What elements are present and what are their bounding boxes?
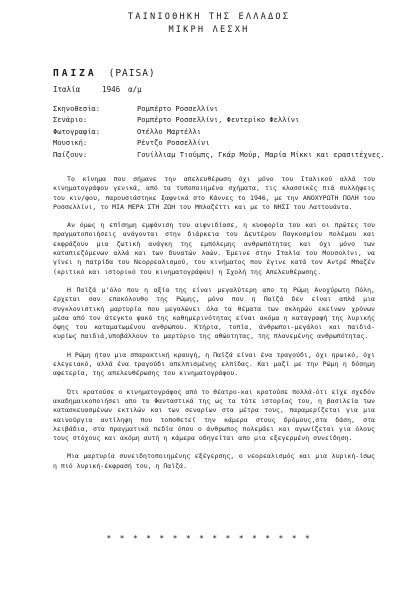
- film-format: α/μ: [128, 85, 142, 94]
- credit-value: Ρομπέρτο Ροσσελλίνι, Φεντερίκο Φελλίνι: [137, 115, 300, 125]
- credit-value: Γουίλλιαμ Τιούμπς, Γκάρ Μούρ, Μαρία Μίκκι και ερασιτέχνες.: [137, 149, 385, 159]
- credit-value: Οτέλλο Μαρτέλλι: [137, 126, 202, 136]
- paragraph: Αν όμως η επίσημη εμφάνιση του αιφνιδίασε, η κυοφορία του και οι πρώτες του πραγματοποιήσεις ανάγονται στην διάρκεια του Δευτέρου Παγκοσμίου πολέμου και εκφράζουν μια ζωτική ανάγκη της εμπόλεμης ανθρωπότητας και όχι μόνο των καταπιεζόμενων αλλά και των δυνατών λαών. Έμεινε στην Ιταλία του Μουσολίνι, να γίνει η πατρίδα του Νεορρεαλισμού, του κινήματος που έγινε κατά τον Αντρέ Μπαζέν (κριτικό και ιστορικό του κινηματογράφου) η Σχολή της Απελευθέρωσης.: [53, 221, 375, 276]
- film-country: Ιταλία: [53, 85, 81, 94]
- credit-label: Φωτογραφία:: [53, 126, 100, 136]
- club-name: ΜΙΚΡΗ ΛΕΣΧΗ: [168, 25, 250, 35]
- credits-list: [53, 103, 385, 160]
- paragraph: Ότι κρατούσε ο κινηματογράφος από το θέατρο-και κρατούσε πολλά-ότι είχε σχεδόν ακαδημαικοποιήσει απο τα Φανταστικά της ως τα τότε ιστορίας του, η βασιλεία των κατασκευασμένων εκτιλών και των σεναρίων στα μέτρα τους, παραμερίζεται για μια καινούργια αντίληψη που τοποθετεί την κάμερα στους δρόμους,στα δάση, στα λειβάδια, στα πραγματικά πεδία όπου ο άνθρωπος πολεμάει και αγωνίζεται για όλους τους στόχους και ακόμη αυτή η κάμερα οδηγείται απο μια εξεγερμένη συνείδηση.: [53, 387, 375, 443]
- film-title: ΠΑΙΖΑ: [53, 68, 97, 79]
- credit-value: Ρομπέρτο Ροσσελλίνι: [137, 104, 219, 113]
- institution-name: ΤΑΙΝΙΟΘΗΚΗ ΤΗΣ ΕΛΛΑΔΟΣ: [127, 12, 291, 22]
- credit-row: [53, 149, 385, 160]
- footer-stars-divider: * * * * * * * * * * * * * * * *: [106, 534, 312, 543]
- credit-label: Σενάριο:: [53, 115, 88, 125]
- credit-value: Ρέντζο Ροσσελλίνι: [137, 138, 210, 148]
- credit-row: [53, 126, 385, 137]
- paragraph: Το κίνημα που σήμανε την απελευθέρωση όχι μόνο του Ιταλικού αλλά του κινηματογράφου γενικά, από τα τυποποιημένα σχήματα, τις κλασσικές πιά συλλήψεις του κιν/φου, παρουσιάστηκε ξαφνικά στο Κάννες το 1946, με την ΑΝΟΧΥΡΩΤΗ ΠΟΛΗ του Ροσσελλίνι, το ΜΙΑ ΜΕΡΑ ΣΤΗ ΖΩΗ του Μπλαζέττι και με το ΝΗΣΙ του Λαττουάντα.: [53, 175, 375, 211]
- credit-label: Σκηνοθεσία:: [53, 104, 100, 113]
- film-year: 1946: [102, 85, 121, 94]
- credit-row: [53, 114, 385, 125]
- review-body: [53, 175, 375, 480]
- credit-label: Παίζουν:: [53, 149, 88, 159]
- paragraph: Η Παϊζά μ'όλο που η αξία της είναι μεγαλύτερη απο τη Ρώμη Ανοχύρωτη Πόλη, έρχεται σαν επακόλουθο της Ρώμης, μόνο που η Παϊζά δεν είναι απλά μια συγκλονιστική μαρτυρία που μεγαλώνει όλα τα θέματα των σκληρών εκείνων χρόνων μέσα από τον άτεγκτο φακό της καθημερινότητας είναι ακόμα η καταγραφή της λυρικής όψης του καταματωμένου ανθρώπου. Κτήρια, τοπία, άνθρωποι-μεγάλοι και παιδιά-κυρίως παιδιά,υποβάλλουν το μαρτύριο της αθώοτητας, της πλανεμένης ανθρωπότητας.: [53, 285, 375, 341]
- credit-row: [53, 137, 385, 148]
- credit-label: Μουσική:: [53, 138, 88, 148]
- credit-row: [53, 103, 385, 114]
- film-original-title: (PAISA): [108, 68, 156, 79]
- paragraph: Μια μαρτυρία συνειδητοποιημένης εξέγερσης, ο νεορεαλισμός και μια λυρική-ίσως η πιό λυρική-έκφρασή του, η Παϊζά.: [53, 452, 375, 470]
- paragraph: Η Ρώμη ήταν μια σπαρακτική κραυγή, η Παϊζά είναι ένα τραγούδι, όχι ηρωικό, όχι ελεγειακό, αλλά ένα τραγούδι απελπισμένης ελπίδας. Και μαζί με την Ρώμη η δόσημη αφετερία, της απελευθέρωσης του κινηματογράφου.: [53, 350, 375, 378]
- film-meta: [53, 85, 142, 94]
- film-title-line: [53, 68, 156, 79]
